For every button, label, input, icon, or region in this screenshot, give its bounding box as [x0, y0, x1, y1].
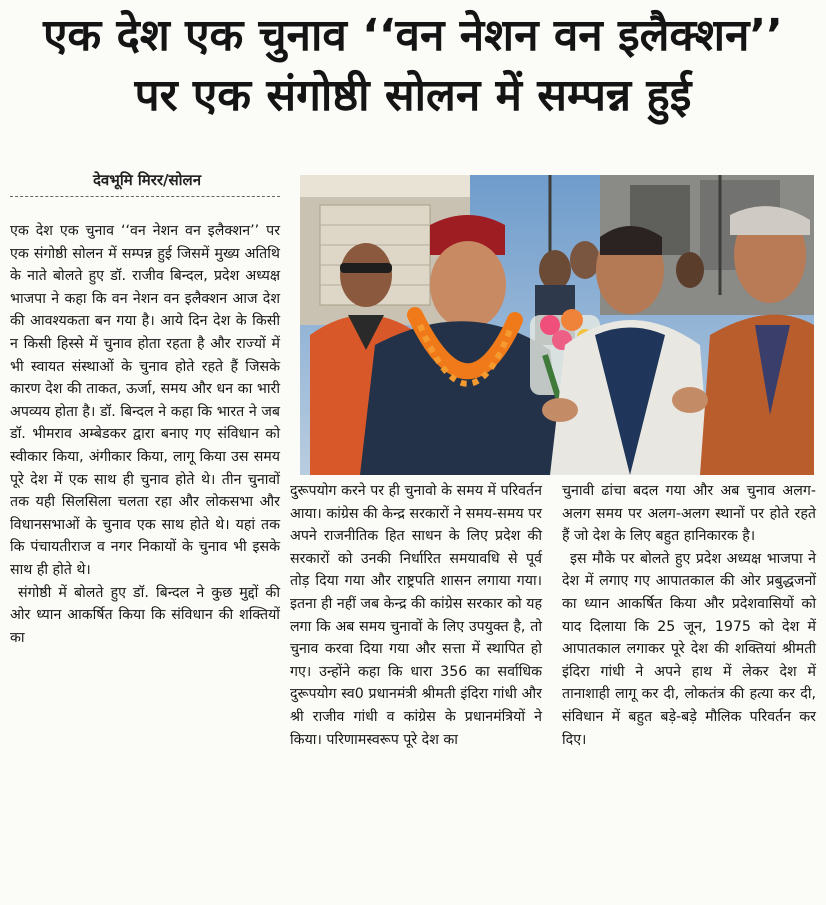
col1-paragraph-1: एक देश एक चुनाव ‘‘वन नेशन वन इलैक्शन’’ पर एक संगोष्ठी सोलन में सम्पन्न हुई जिसमें मुख्य अतिथि के नाते बोलते हुए डॉ. राजीव बिन्दल, प्रदेश अध्यक्ष भाजपा ने कहा कि वन नेशन वन इलैक्शन आज देश की आवश्यकता बन गया है। आये दिन देश के किसी न किसी हिस्से में चुनाव होता रहता है और राज्यों में भी स्वायत संस्थाओं के चुनाव होते रहते हैं जिसके कारण देश की ताकत, ऊर्जा, समय और धन का भारी अपव्यय होता है। डॉ. बिन्दल ने कहा कि भारत ने जब डॉ. भीमराव अम्बेडकर द्वारा बनाए गए संविधान को स्वीकार किया, अंगीकार किया, लागू किया उस समय पूरे देश में एक साथ ही चुनाव होते थे। तीन चुनावों तक यही सिलसिला चलता रहा और लोकसभा और विधानसभाओं के चुनाव एक साथ होते थे। यहां तक कि पंचायतीराज व नगर निकायों के चुनाव भी इसके साथ ही होते थे।	[10, 223, 280, 578]
headline-line-1: एक देश एक चुनाव ‘‘वन नेशन वन इलैक्शन’’	[43, 10, 783, 61]
news-photo-illustration	[300, 175, 814, 475]
col2-paragraph-1: दुरूपयोग करने पर ही चुनावो के समय में परिवर्तन आया। कांग्रेस की केन्द्र सरकारों ने समय-समय पर अपने राजनीतिक हित साधन के लिए प्रदेश की सरकारों को उनकी निर्धारित समयावधि से पूर्व तोड़ दिया गया और राष्ट्रपति शासन लगाया गया। इतना ही नहीं जब केन्द्र की कांग्रेस सरकार को यह लगा कि अब समय चुनावों के लिए उपयुक्त है, तो चुनाव करवा दिया गया और सत्ता में स्थापित हो गए। उन्होंने कहा कि धारा 356 का सर्वाधिक दुरूपयोग स्व0 प्रधानमंत्री श्रीमती इंदिरा गांधी और श्री राजीव गांधी व कांग्रेस के प्रधानमंत्रियों ने किया। परिणामस्वरूप पूरे देश का	[290, 483, 542, 748]
col1-paragraph-2: संगोष्ठी में बोलते हुए डॉ. बिन्दल ने कुछ मुद्दों की ओर ध्यान आकर्षित किया कि संविधान की शक्तियों का	[10, 584, 280, 646]
article-column-3	[562, 480, 816, 751]
article-column-1	[10, 220, 280, 649]
headline	[0, 6, 826, 126]
col3-paragraph-1: चुनावी ढांचा बदल गया और अब चुनाव अलग-अलग समय पर अलग-अलग स्थानों पर होते रहते हैं जो देश के लिए बहुत हानिकारक है।	[562, 483, 816, 545]
article-column-2	[290, 480, 542, 751]
byline-divider	[10, 196, 280, 197]
byline: देवभूमि मिरर/सोलन	[92, 171, 202, 189]
news-photo	[300, 175, 814, 475]
col3-paragraph-2: इस मौके पर बोलते हुए प्रदेश अध्यक्ष भाजपा ने देश में लगाए गए आपातकाल की ओर प्रबुद्धजनों का ध्यान आकर्षित किया और प्रदेशवासियों को याद दिलाया कि 25 जून, 1975 को देश में आपातकाल लगाकर पूरे देश की शक्तियां श्रीमती इंदिरा गांधी ने अपने हाथ में लेकर देश में तानाशाही लागू कर दी, लोकतंत्र की हत्या कर दी, संविधान में बहुत बड़े-बड़े मौलिक परिवर्तन कर दिए।	[562, 550, 816, 748]
headline-line-2: पर एक संगोष्ठी सोलन में सम्पन्न हुई	[134, 70, 692, 121]
